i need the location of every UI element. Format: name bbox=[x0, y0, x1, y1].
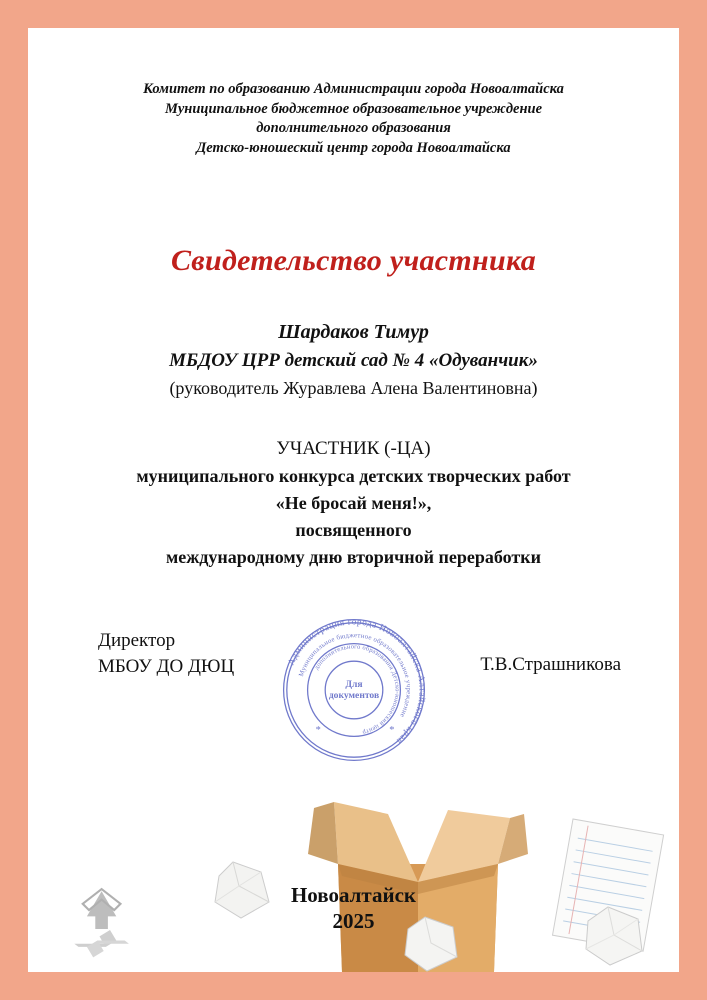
certificate-title: Свидетельство участника bbox=[170, 244, 537, 278]
recipient-name: Шардаков Тимур bbox=[278, 321, 429, 344]
svg-text:дополнительного образования Де: дополнительного образования Детско-юношеский центр bbox=[312, 643, 401, 736]
recipient-leader: (руководитель Журавлева Алена Валентиновна) bbox=[169, 377, 538, 398]
svg-text:*: * bbox=[315, 725, 321, 737]
svg-text:Муниципальное бюджетное образо: Муниципальное бюджетное образовательное учреждение bbox=[297, 632, 412, 719]
certificate-content bbox=[28, 28, 679, 972]
issuing-organization bbox=[76, 80, 631, 158]
award-role: УЧАСТНИК (-ЦА) bbox=[276, 437, 431, 459]
org-line-3: дополнительного образования bbox=[256, 120, 451, 137]
svg-text:*: * bbox=[388, 725, 394, 737]
award-block bbox=[76, 435, 631, 572]
signatory-name: Т.В.Страшникова bbox=[480, 654, 621, 675]
signatory-position-line-1: Директор bbox=[98, 630, 176, 651]
certificate-paper bbox=[28, 28, 679, 972]
recipient-organization: МБДОУ ЦРР детский сад № 4 «Одуванчик» bbox=[169, 350, 538, 372]
svg-text:документов: документов bbox=[328, 690, 379, 701]
org-line-1: Комитет по образованию Администрации города Новоалтайска bbox=[143, 81, 564, 97]
recipient-block bbox=[76, 318, 631, 401]
org-line-4: Детско-юношеский центр города Новоалтайска bbox=[196, 139, 511, 156]
award-line-4: международному дню вторичной переработки bbox=[165, 547, 542, 568]
footer-city: Новоалтайск bbox=[290, 882, 417, 907]
svg-text:Администрация города Новоалтай: Администрация города Новоалтайска Алтайского края bbox=[285, 616, 428, 747]
org-line-2: Муниципальное бюджетное образовательное учреждение bbox=[164, 100, 543, 117]
footer-block bbox=[28, 882, 679, 935]
footer-year: 2025 bbox=[332, 908, 375, 933]
signatory-position-line-2: МБОУ ДО ДЮЦ bbox=[98, 655, 235, 677]
award-line-1: муниципального конкурса детских творческих работ bbox=[136, 466, 571, 487]
award-line-2: «Не бросай меня!», bbox=[275, 493, 432, 514]
award-line-3: посвященного bbox=[295, 520, 412, 541]
svg-text:Для: Для bbox=[344, 678, 363, 690]
